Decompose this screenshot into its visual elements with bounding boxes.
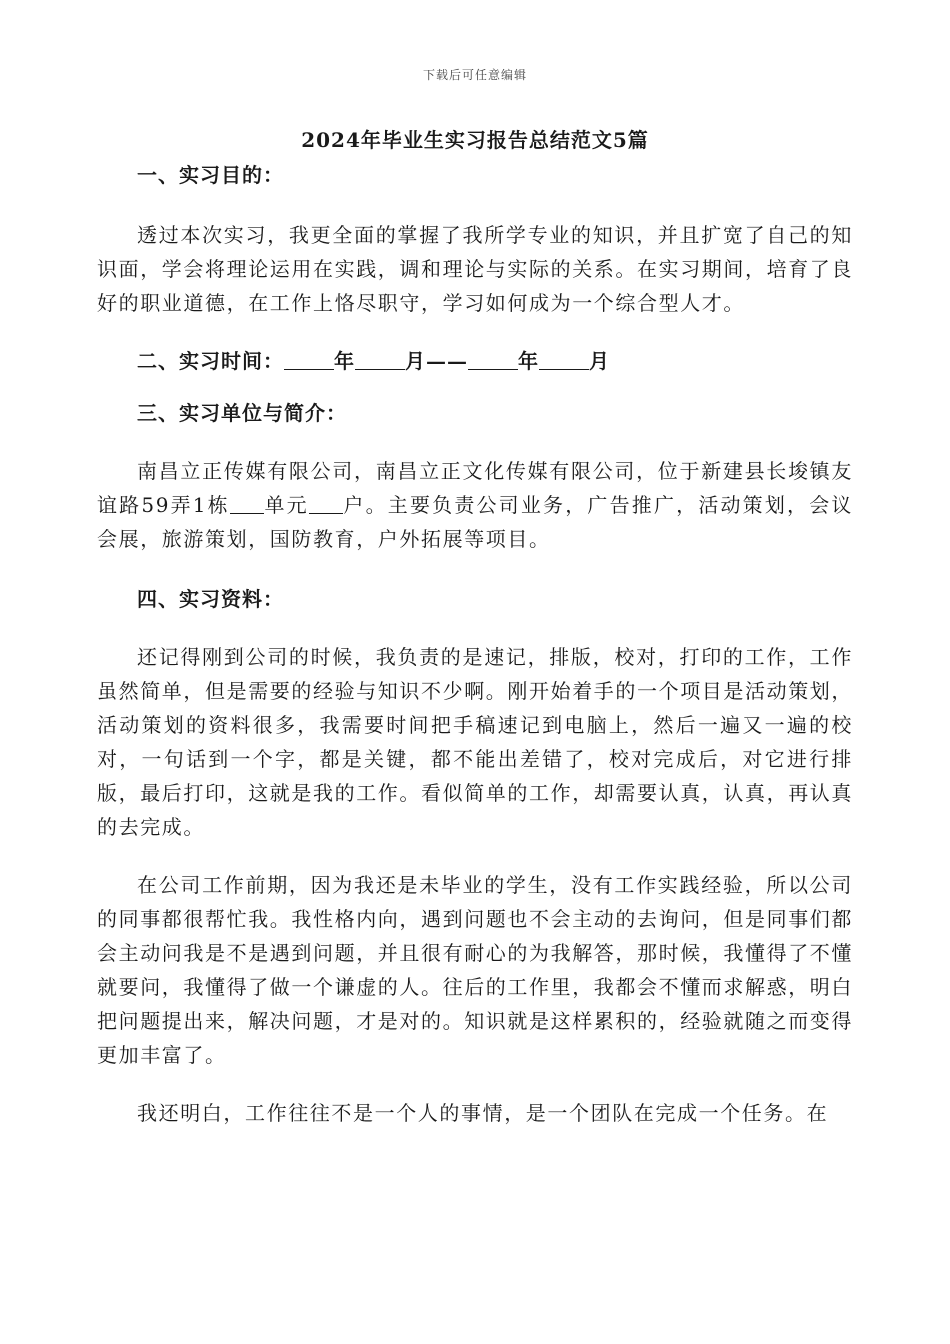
time-year-label: 年 [334,349,355,373]
paragraph-unit [97,454,853,556]
section-heading-time [97,342,853,380]
document-body [97,150,853,1130]
blank-line [309,493,343,514]
blank-line [230,493,264,514]
paragraph-content-2: 在公司工作前期，因为我还是未毕业的学生，没有工作实践经验，所以公司的同事都很帮忙我。我性格内向，遇到问题也不会主动的去询问，但是同事们都会主动问我是不是遇到问题，并且很有耐心的为我解答，那时候，我懂得了不懂就要问，我懂得了做一个谦虚的人。往后的工作里，我都会不懂而求解惑，明白把问题提出来，解决问题，才是对的。知识就是这样累积的，经验就随之而变得更加丰富了。 [97,873,853,1067]
paragraph-content-1: 还记得刚到公司的时候，我负责的是速记，排版，校对，打印的工作，工作虽然简单，但是需要的经验与知识不少啊。刚开始着手的一个项目是活动策划，活动策划的资料很多，我需要时间把手稿速记到电脑上，然后一遍又一遍的校对，一句话到一个字，都是关键，都不能出差错了，校对完成后，对它进行排版，最后打印，这就是我的工作。看似简单的工作，却需要认真，认真，再认真的去完成。 [97,645,853,839]
blank-line [539,349,589,370]
section-heading-purpose: 一、实习目的： [137,163,284,187]
blank-line [355,349,405,370]
paragraph-content-3: 我还明白，工作往往不是一个人的事情，是一个团队在完成一个任务。在 [137,1101,829,1125]
section-heading-content: 四、实习资料： [137,587,284,611]
time-month-label: 月—— [405,349,468,373]
time-month-label: 月 [589,349,610,373]
time-year-label: 年 [518,349,539,373]
time-heading-prefix: 二、实习时间： [137,349,284,373]
document-title: 2024年毕业生实习报告总结范文5篇 [301,128,649,152]
unit-text-part: 单元 [263,493,309,517]
paragraph-purpose: 透过本次实习，我更全面的掌握了我所学专业的知识，并且扩宽了自己的知识面，学会将理论运用在实践，调和理论与实际的关系。在实习期间，培育了良好的职业道德，在工作上恪尽职守，学习如何成为一个综合型人才。 [97,223,853,315]
section-heading-unit: 三、实习单位与简介： [137,401,347,425]
unit-text-part: 户。主要负责公司业务，广告推广，活动策划，会议会展，旅游策划，国防教育，户外拓展等项目。 [97,493,854,551]
unit-text-part: 南昌立正传媒有限公司，南昌立正文化传媒有限公司，位于新建县长埈镇友谊路59弄1栋 [97,459,853,517]
header-note: 下载后可任意编辑 [422,68,527,82]
blank-line [468,349,518,370]
blank-line [284,349,334,370]
